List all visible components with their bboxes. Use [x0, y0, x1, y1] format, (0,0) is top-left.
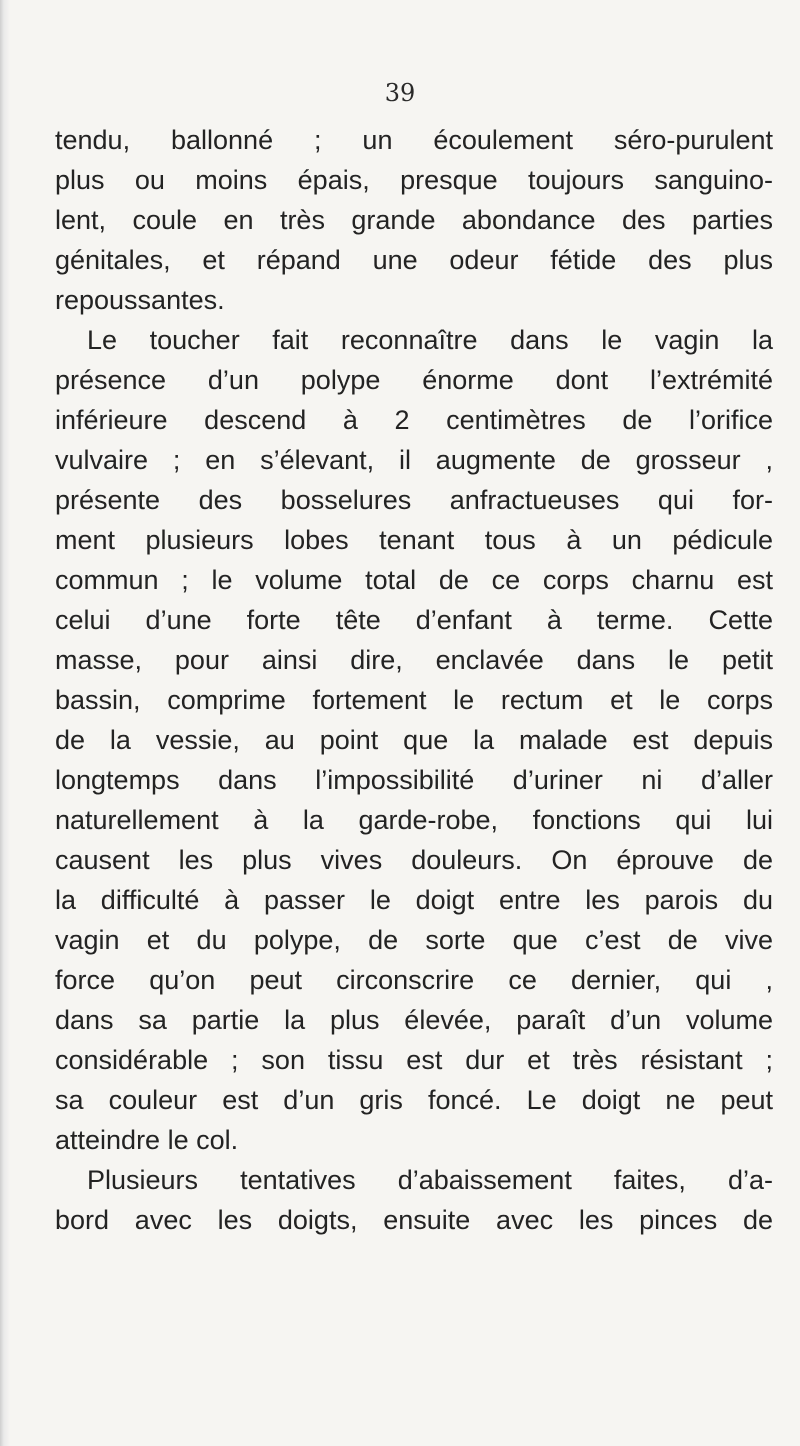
text-line: Plusieurs tentatives d’abaissement faites, d’a- [87, 1165, 773, 1195]
text-line: vagin et du polype, de sorte que c’est de vive [55, 925, 773, 955]
text-line: dans sa partie la plus élevée, paraît d’un volume [55, 1005, 773, 1035]
text-line: masse, pour ainsi dire, enclavée dans le petit [55, 645, 773, 675]
text-line: vulvaire ; en s’élevant, il augmente de grosseur , [55, 445, 773, 475]
text-line: naturellement à la garde-robe, fonctions qui lui [55, 805, 773, 835]
text-line: présente des bosselures anfractueuses qui for- [55, 485, 773, 515]
text-line: présence d’un polype énorme dont l’extrémité [55, 365, 773, 395]
text-line: la difficulté à passer le doigt entre les parois du [55, 885, 773, 915]
text-line: commun ; le volume total de ce corps charnu est [55, 565, 773, 595]
text-line: celui d’une forte tête d’enfant à terme. Cette [55, 605, 773, 635]
text-line: Le toucher fait reconnaître dans le vagin la [87, 325, 773, 355]
text-line: tendu, ballonné ; un écoulement séro-purulent [55, 125, 773, 155]
text-line: considérable ; son tissu est dur et très résistant ; [55, 1045, 773, 1075]
page-number: 39 [384, 79, 416, 107]
body-text [55, 120, 773, 1240]
text-line: atteindre le col. [55, 1125, 239, 1155]
text-line: inférieure descend à 2 centimètres de l’orifice [55, 405, 773, 435]
text-line: bord avec les doigts, ensuite avec les pinces de [55, 1205, 773, 1235]
page-edge-shadow [0, 0, 10, 1446]
text-line: force qu’on peut circonscrire ce dernier, qui , [55, 965, 773, 995]
text-line: repoussantes. [55, 285, 225, 315]
text-line: de la vessie, au point que la malade est depuis [55, 725, 773, 755]
text-line: ment plusieurs lobes tenant tous à un pédicule [55, 525, 773, 555]
text-line: plus ou moins épais, presque toujours sanguino- [55, 165, 773, 195]
text-line: bassin, comprime fortement le rectum et le corps [55, 685, 773, 715]
text-line: longtemps dans l’impossibilité d’uriner ni d’aller [55, 765, 773, 795]
text-line: lent, coule en très grande abondance des parties [55, 205, 773, 235]
text-line: génitales, et répand une odeur fétide des plus [55, 245, 773, 275]
text-line: causent les plus vives douleurs. On éprouve de [55, 845, 773, 875]
text-line: sa couleur est d’un gris foncé. Le doigt ne peut [55, 1085, 773, 1115]
